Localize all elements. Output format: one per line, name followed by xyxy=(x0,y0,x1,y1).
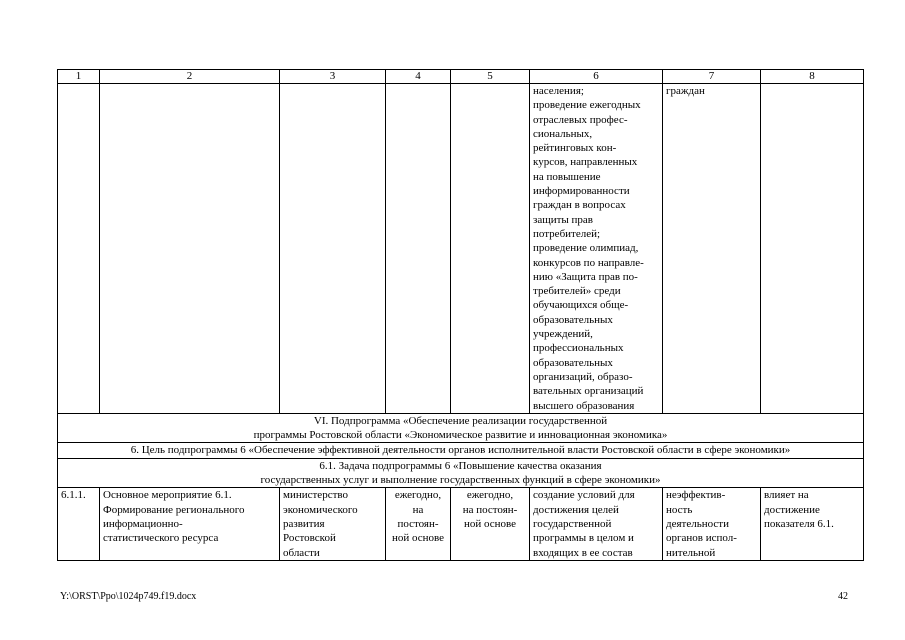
col-header-7: 7 xyxy=(663,70,761,84)
program-table xyxy=(57,69,864,561)
cont-cell-result: населения; проведение ежегодных отраслевых профес- сиональных, рейтинговых кон- курсов, направленных на повышение информированности граждан в вопросах защиты прав потребителей; проведение олимпиад, конкурсов по направле- нию «Защита прав по- требителей» среди обучающихся обще- образовательных учреждений, профессиональных образовательных организаций, образо- вательных организаций высшего образования xyxy=(530,84,663,414)
cont-cell-5 xyxy=(451,84,530,414)
table-row xyxy=(58,488,864,560)
executor: министерство экономического развития Ростовской области xyxy=(280,488,386,560)
cont-cell-4 xyxy=(386,84,451,414)
end-term: ежегодно, на постоян- ной основе xyxy=(451,488,530,560)
event-name: Основное мероприятие 6.1. Формирование регионального информационно- статистического ресурса xyxy=(100,488,280,560)
start-term: ежегодно, на постоян- ной основе xyxy=(386,488,451,560)
task-row xyxy=(58,458,864,488)
subprogram-row xyxy=(58,413,864,443)
goal-row xyxy=(58,443,864,458)
col-header-3: 3 xyxy=(280,70,386,84)
col-header-8: 8 xyxy=(761,70,864,84)
col-header-1: 1 xyxy=(58,70,100,84)
page-number: 42 xyxy=(838,591,848,602)
task-heading: 6.1. Задача подпрограммы 6 «Повышение качества оказания государственных услуг и выполнение государственных функций в сфере экономики» xyxy=(58,458,864,488)
cont-cell-consequence: граждан xyxy=(663,84,761,414)
expected-result: создание условий для достижения целей государственной программы в целом и входящих в ее состав xyxy=(530,488,663,560)
col-header-6: 6 xyxy=(530,70,663,84)
cont-cell-8 xyxy=(761,84,864,414)
goal-heading: 6. Цель подпрограммы 6 «Обеспечение эффективной деятельности органов исполнительной власти Ростовской области в сфере экономики» xyxy=(58,443,864,458)
continuation-row xyxy=(58,84,864,414)
footer-file-path: Y:\ORST\Ppo\1024p749.f19.docx xyxy=(60,591,197,602)
cont-cell-1 xyxy=(58,84,100,414)
indicator-link: влияет на достижение показателя 6.1. xyxy=(761,488,864,560)
col-header-5: 5 xyxy=(451,70,530,84)
subprogram-heading: VI. Подпрограмма «Обеспечение реализации государственной программы Ростовской области «Экономическое развитие и инновационная экономика» xyxy=(58,413,864,443)
row-number: 6.1.1. xyxy=(58,488,100,560)
col-header-2: 2 xyxy=(100,70,280,84)
column-number-row xyxy=(58,70,864,84)
cont-cell-2 xyxy=(100,84,280,414)
col-header-4: 4 xyxy=(386,70,451,84)
non-implementation-consequence: неэффектив- ность деятельности органов испол- нительной xyxy=(663,488,761,560)
cont-cell-3 xyxy=(280,84,386,414)
